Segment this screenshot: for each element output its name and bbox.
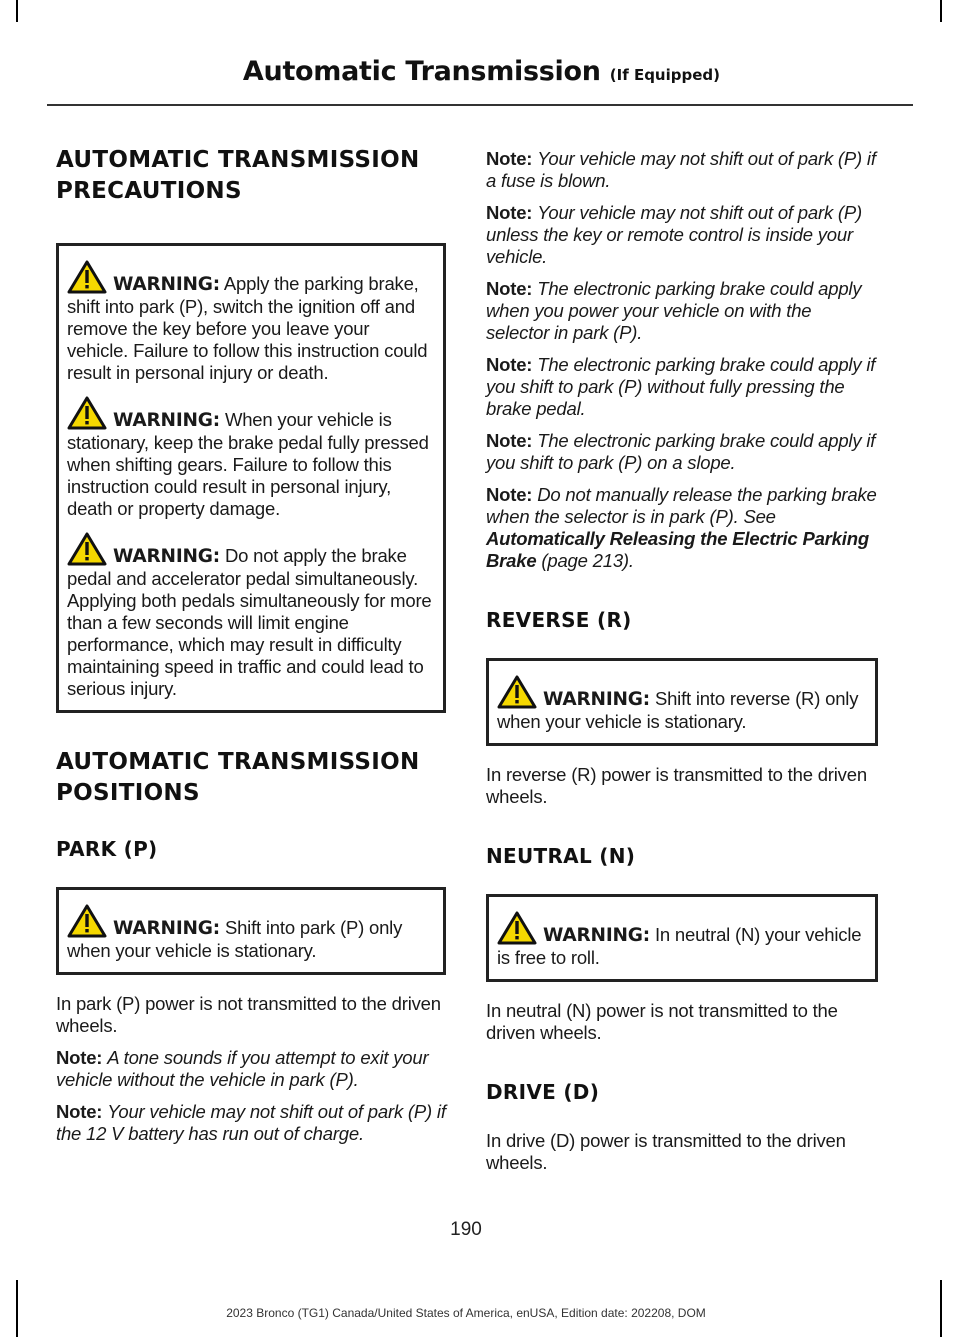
note: Note: The electronic parking brake could apply when you power your vehicle on with the selector in park (P). [486, 278, 862, 343]
page-header-title: Automatic Transmission (If Equipped) [242, 56, 720, 87]
warning-triangle-icon [67, 904, 107, 938]
note: Note: Do not manually release the parking brake when the selector is in park (P). See Automatically Releasing the Electric Parking Brake (page 213). [486, 484, 877, 571]
warning-box-neutral [486, 894, 878, 982]
note: Note: Your vehicle may not shift out of park (P) if the 12 V battery has run out of charge. [56, 1101, 446, 1144]
body-paragraph: In park (P) power is not transmitted to the driven wheels. [56, 993, 441, 1036]
warning-item: WARNING: Shift into reverse (R) only when your vehicle is stationary. [497, 675, 867, 733]
note: Note: The electronic parking brake could apply if you shift to park (P) without fully pressing the brake pedal. [486, 354, 876, 419]
warning-triangle-icon [497, 911, 537, 945]
note: Note: The electronic parking brake could apply if you shift to park (P) on a slope. [486, 430, 876, 473]
warning-triangle-icon [67, 396, 107, 430]
crop-mark [16, 0, 18, 22]
subsection-title-park: PARK (P) [56, 837, 158, 861]
subsection-title-drive: DRIVE (D) [486, 1080, 600, 1104]
warning-triangle-icon [67, 532, 107, 566]
warning-box-reverse [486, 658, 878, 746]
crop-mark [940, 0, 942, 22]
body-paragraph: In neutral (N) power is not transmitted to the driven wheels. [486, 1000, 838, 1043]
cross-reference-link[interactable]: Automatically Releasing the Electric Parking Brake [486, 528, 869, 571]
page-number: 190 [450, 1219, 482, 1240]
crop-mark [940, 1280, 942, 1337]
warning-box-park [56, 887, 446, 975]
warning-item: WARNING: In neutral (N) your vehicle is free to roll. [497, 911, 867, 969]
warning-triangle-icon [67, 260, 107, 294]
warning-item: WARNING: Do not apply the brake pedal and accelerator pedal simultaneously. Applying both pedals simultaneously for more than a few seconds will limit engine performance, which may result in difficulty maintaining speed in traffic and could lead to serious injury. [67, 532, 435, 700]
subsection-title-neutral: NEUTRAL (N) [486, 844, 636, 868]
body-paragraph: In drive (D) power is transmitted to the driven wheels. [486, 1130, 846, 1173]
warning-triangle-icon [497, 675, 537, 709]
note: Note: Your vehicle may not shift out of park (P) unless the key or remote control is inside your vehicle. [486, 202, 862, 267]
subsection-title-reverse: REVERSE (R) [486, 608, 632, 632]
header-divider [47, 104, 913, 106]
warning-box-precautions [56, 243, 446, 713]
right-column [486, 148, 878, 1184]
warning-item: WARNING: When your vehicle is stationary, keep the brake pedal fully pressed when shifting gears. Failure to follow this instruction could result in personal injury, death or property damage. [67, 396, 435, 520]
warning-item: WARNING: Shift into park (P) only when your vehicle is stationary. [67, 904, 435, 962]
warning-item: WARNING: Apply the parking brake, shift into park (P), switch the ignition off and remove the key before you leave your vehicle. Failure to follow this instruction could result in personal injury or death. [67, 260, 435, 384]
page-footer: 2023 Bronco (TG1) Canada/United States of America, enUSA, Edition date: 202208, DOM [226, 1306, 706, 1320]
body-paragraph: In reverse (R) power is transmitted to the driven wheels. [486, 764, 867, 807]
left-column [56, 145, 446, 1155]
note: Note: A tone sounds if you attempt to exit your vehicle without the vehicle in park (P). [56, 1047, 429, 1090]
note: Note: Your vehicle may not shift out of park (P) if a fuse is blown. [486, 148, 876, 191]
section-title-precautions: AUTOMATIC TRANSMISSION PRECAUTIONS [56, 147, 420, 204]
section-title-positions: AUTOMATIC TRANSMISSION POSITIONS [56, 749, 420, 806]
